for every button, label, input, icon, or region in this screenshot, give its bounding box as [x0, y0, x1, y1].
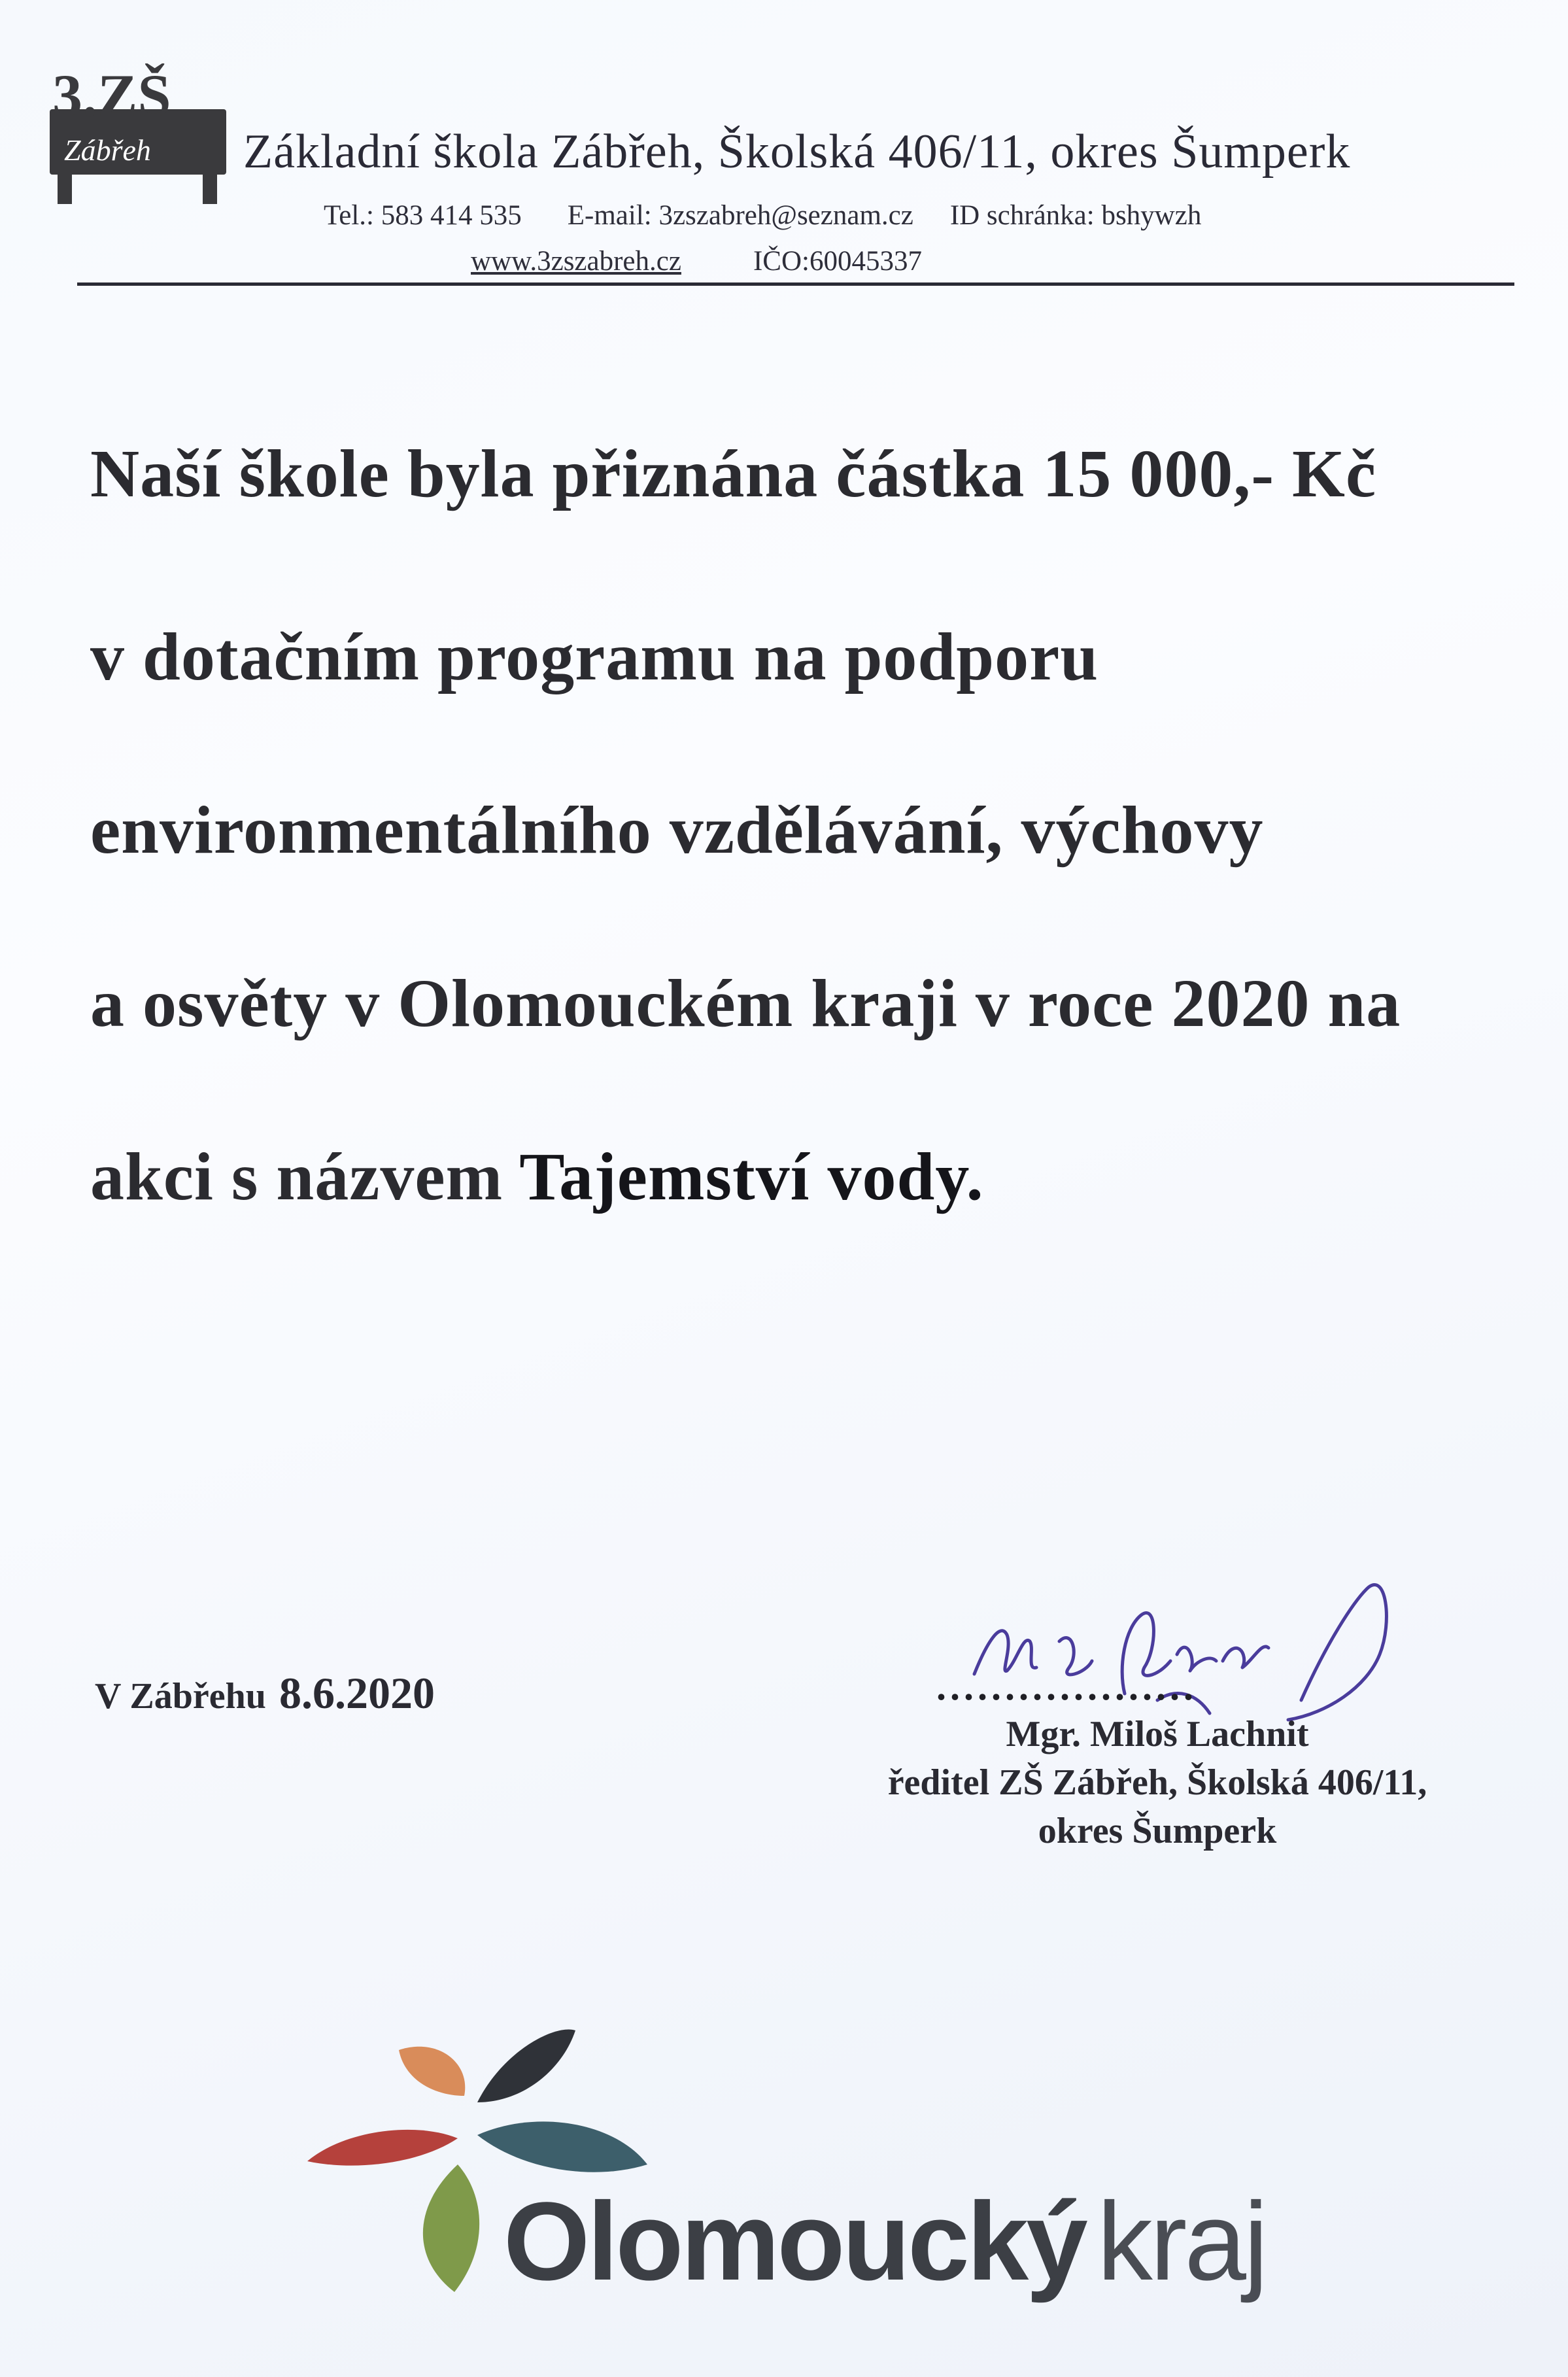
company-id: IČO:60045337 — [753, 246, 922, 277]
region-name-bold: Olomoucký — [503, 2180, 1085, 2304]
website-link[interactable]: www.3zszabreh.cz — [471, 246, 681, 277]
place: V Zábřehu — [95, 1676, 266, 1717]
body-line-1: Naší škole byla přiznána částka 15 000,- Kč — [90, 436, 1377, 511]
school-web-row — [471, 245, 922, 277]
school-logo — [46, 62, 235, 213]
date: 8.6.2020 — [279, 1668, 435, 1718]
body-line-2: v dotačním programu na podporu — [90, 619, 1099, 694]
phone-number: Tel.: 583 414 535 — [324, 200, 522, 231]
region-name-light: kraj — [1097, 2180, 1266, 2304]
signature-line: ................... — [936, 1665, 1197, 1708]
signer-block — [811, 1710, 1504, 1855]
region-name — [503, 2178, 1266, 2306]
email-address: E-mail: 3zszabreh@seznam.cz — [567, 200, 913, 231]
signer-role: ředitel ZŠ Zábřeh, Školská 406/11, — [887, 1762, 1427, 1803]
signer-name: Mgr. Miloš Lachnit — [1006, 1714, 1309, 1754]
data-box-id: ID schránka: bshywzh — [949, 200, 1202, 231]
body-line-5-prefix: akci s názvem — [90, 1139, 503, 1214]
header-divider — [77, 282, 1514, 286]
logo-text-top: 3.ZŠ — [52, 62, 171, 129]
body-line-5 — [90, 1138, 984, 1216]
place-and-date — [95, 1667, 435, 1719]
body-line-4: a osvěty v Olomouckém kraji v roce 2020 na — [90, 966, 1401, 1041]
event-name: Tajemství vody. — [519, 1139, 984, 1214]
school-contacts — [324, 199, 1201, 231]
logo-text-bottom: Zábřeh — [64, 133, 151, 167]
school-name: Základní škola Zábřeh, Školská 406/11, okres Šumperk — [243, 125, 1351, 179]
signer-district: okres Šumperk — [1038, 1811, 1277, 1851]
body-line-3: environmentálního vzdělávání, výchovy — [90, 793, 1264, 868]
